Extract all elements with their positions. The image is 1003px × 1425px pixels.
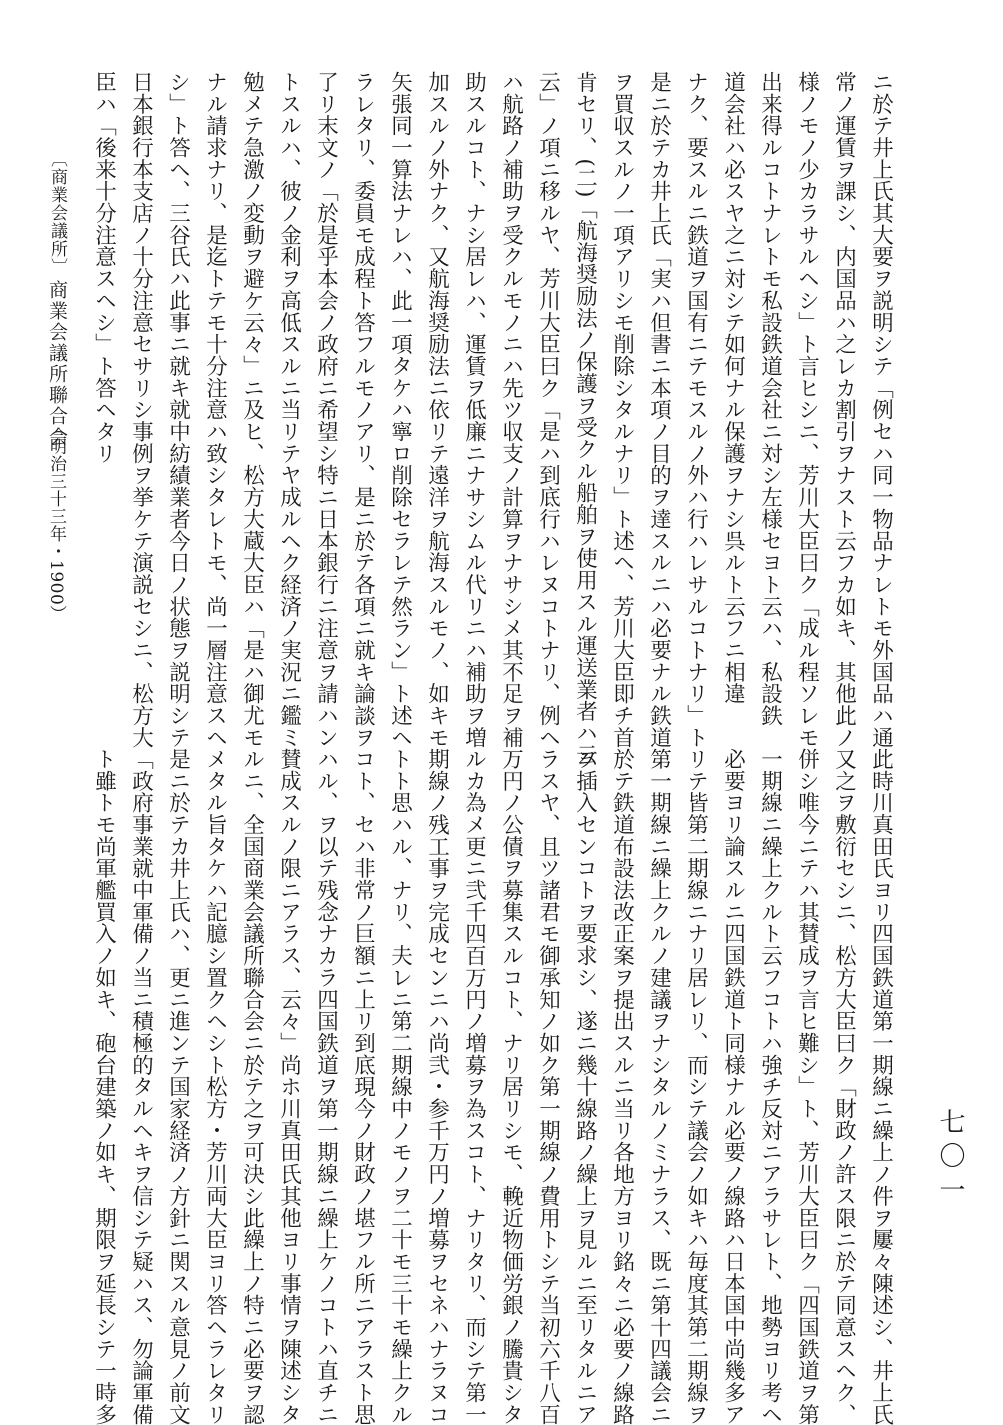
text-column: ラスヤ、且ツ諸君モ御承知ノ如ク第一期線ノ費用トシテ当初六千八百: [535, 748, 561, 1425]
header-title: 商業会議所聯合会: [46, 280, 68, 448]
text-column: 是ニ於テカ井上氏ハ、更ニ進ンテ国家経済ノ方針ニ関スル意見ノ前文: [165, 748, 191, 1425]
text-column: 又之ヲ敷衍セシニ、松方大臣曰ク「財政ノ許ス限ニ於テ同意スヘク、: [831, 748, 857, 1425]
text-column: 日本銀行本支店ノ十分注意セサリシ事例ヲ挙ケテ演説セシニ、松方大: [128, 71, 154, 749]
text-column: 矢張同一算法ナレハ、此一項タケハ寧ロ削除セラレテ然ラン」ト述ヘ: [387, 71, 413, 749]
text-column: ハル、ヲ以テ残念ナカラ四国鉄道ヲ第一期線ニ繰上ケノコトハ直チニ: [313, 748, 339, 1425]
text-column: ラレタリ、委員モ成程ト答フルモノアリ、是ニ於テ各項ニ就キ論談ヲ: [350, 71, 376, 749]
text-column: 肯セリ、(二)「航海奨励法ノ保護ヲ受クル船舶ヲ使用スル運送業者ハ云: [572, 71, 598, 766]
text-column: 是ニ於テカ井上氏「実ハ但書ニ本項ノ目的ヲ達スルニハ必要ナル鉄道: [646, 71, 672, 749]
text-column: 様ノモノ少カラサルヘシ」ト言ヒシニ、芳川大臣曰ク「成ル程ソレモ: [794, 71, 820, 749]
text-column: 万円ノ公債ヲ募集スルコト、ナリ居リシモ、輓近物価労銀ノ騰貴シタ: [498, 748, 524, 1425]
header-date: （明治三十三年・1900）: [46, 420, 66, 623]
text-column: 臣ハ「後来十分注意スヘシ」ト答ヘタリ: [91, 71, 117, 465]
text-column: 一期線ニ繰上クルト云フコトハ強チ反対ニアラサレト、地勢ヨリ考ヘ: [757, 748, 783, 1425]
text-column: メタル旨タケハ記臆シ置クヘシト松方・芳川両大臣ヨリ答ヘラレタリ: [202, 748, 228, 1425]
page-number: 七〇一: [935, 1108, 965, 1210]
text-column: トト思ハル、ナリ、夫レニ第二期線中ノモノヲ二十モ三十モ繰上クル: [387, 748, 413, 1425]
text-column: ト雖トモ尚軍艦買入ノ如キ、砲台建築ノ如キ、期限ヲ延長シテ一時多: [91, 748, 117, 1425]
text-column: 加スルノ外ナク、又航海奨励法ニ依リテ遠洋ヲ航海スルモノ、如キモ: [424, 71, 450, 749]
text-column: 勉メテ急激ノ変動ヲ避ケ云々」ニ及ヒ、松方大蔵大臣ハ「是ハ御尤モ: [239, 71, 265, 749]
text-column: 必要ヨリ論スルニ四国鉄道ト同様ナル必要ノ線路ハ日本国中尚幾多ア: [720, 748, 746, 1425]
text-column: コト、セハ非常ノ巨額ニ上リ到底現今ノ財政ノ堪フル所ニアラスト思: [350, 748, 376, 1425]
text-column: 「政府事業就中軍備ノ当ニ積極的タルヘキヲ信シテ疑ハス、勿論軍備: [128, 748, 154, 1425]
text-column: ルカ為メ更ニ弐千四百万円ノ増募ヲ為スコト、ナリタリ、而シテ第一: [461, 748, 487, 1425]
text-column: 賛成スルノ限ニアラス、云々」尚ホ川真田氏其他ヨリ事情ヲ陳述シタ: [276, 748, 302, 1425]
text-column: 了リ末文ノ「於是乎本会ノ政府ニ希望シ特ニ日本銀行ニ注意ヲ請ハン: [313, 71, 339, 749]
text-column: 助スルコト、ナシ居レハ、運賃ヲ低廉ニナサシムル代リニハ補助ヲ増: [461, 71, 487, 749]
text-column: シ」ト答ヘ、三谷氏ハ此事ニ就キ就中紡績業者今日ノ状態ヲ説明シテ: [165, 71, 191, 749]
text-column: ハ航路ノ補助ヲ受クルモノニハ先ツ収支ノ計算ヲナサシメ其不足ヲ補: [498, 71, 524, 749]
text-column: 併シ唯今ニテハ其賛成ヲ言ヒ難シ」ト、芳川大臣曰ク「四国鉄道ヲ第: [794, 748, 820, 1425]
text-column: 於テ鉄道布設法改正案ヲ提出スルニ当リ各地方ヨリ銘々ニ必要ノ線路: [609, 748, 635, 1425]
text-column: 出来得ルコトナレトモ私設鉄道会社ニ対シ左様セヨト云ハ、私設鉄: [757, 71, 783, 727]
text-column: 常ノ運賃ヲ課シ、内国品ハ之レカ割引ヲナスト云フカ如キ、其他此ノ: [831, 71, 857, 749]
text-column: 云」ノ項ニ移ルヤ、芳川大臣曰ク「是ハ到底行ハレヌコトナリ、例ヘ: [535, 71, 561, 749]
text-column: ヲ買収スルノ一項アリシモ削除シタルナリ」ト述ヘ、芳川大臣即チ首: [609, 71, 635, 749]
header-source: 〔商業会議所〕: [47, 150, 67, 276]
text-column: 第一期線ニ繰上クルノ建議ヲナシタルノミナラス、既ニ第十四議会ニ: [646, 748, 672, 1425]
text-column: リテ皆第二期線ニナリ居レリ、而シテ議会ノ如キハ毎度其第二期線ヲ: [683, 748, 709, 1425]
text-column: 期線ノ残工事ヲ完成センニハ尚弐・参千万円ノ増募ヲセネハナラヌコ: [424, 748, 450, 1425]
text-column: 道会社ハ必スヤ之ニ対シテ如何ナル保護ヲナシ呉ルト云フニ相違: [720, 71, 746, 705]
text-column: トスルハ、彼ノ金利ヲ高低スルニ当リテヤ成ルヘク経済ノ実況ニ鑑ミ: [276, 71, 302, 749]
text-column: ナク、要スルニ鉄道ヲ国有ニテモスルノ外ハ行ハレサルコトナリ」ト: [683, 71, 709, 749]
text-column: ルニ、全国商業会議所聯合会ニ於テ之ヲ可決シ此繰上ノ特ニ必要ヲ認: [239, 748, 265, 1425]
text-column: ヲ插入センコトヲ要求シ、遂ニ幾十線路ノ繰上ヲ見ルニ至リタルニア: [572, 748, 598, 1425]
text-column: ニ於テ井上氏其大要ヲ説明シテ「例セハ同一物品ナレトモ外国品ハ通: [868, 71, 894, 749]
text-column: ナル請求ナリ、是迄トテモ十分注意ハ致シタレトモ、尚一層注意スヘ: [202, 71, 228, 749]
text-column: 此時川真田氏ヨリ四国鉄道第一期線ニ繰上ノ件ヲ屢々陳述シ、井上氏: [868, 748, 894, 1425]
